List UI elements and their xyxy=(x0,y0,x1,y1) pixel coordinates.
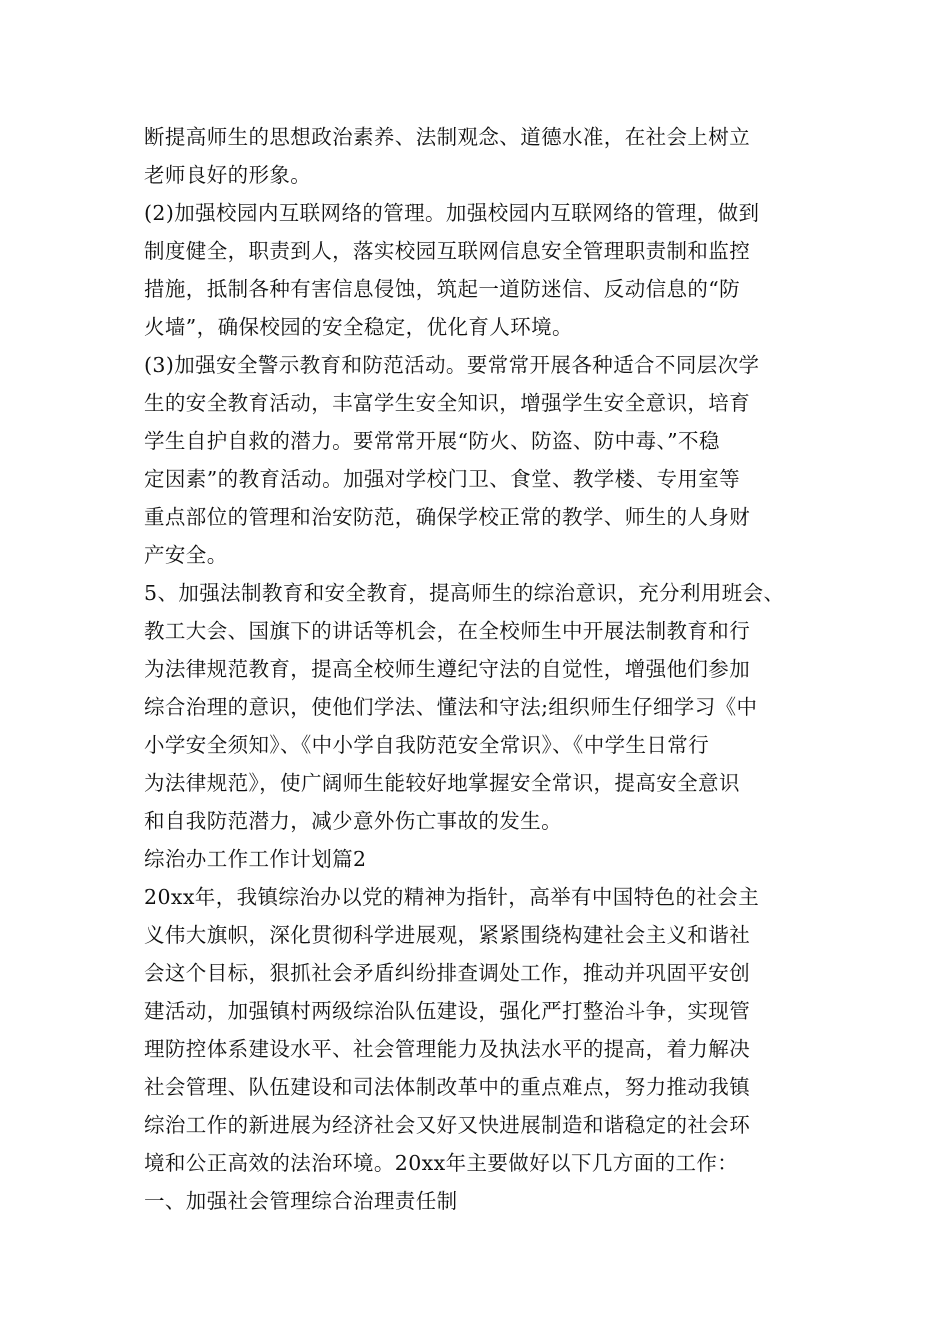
text-line: 断提高师生的思想政治素养、法制观念、道德水准，在社会上树立 xyxy=(144,125,751,149)
text-line: (3)加强安全警示教育和防范活动。要常常开展各种适合不同层次学 xyxy=(144,353,760,377)
text-line: 综治工作的新进展为经济社会又好又快进展制造和谐稳定的社会环 xyxy=(144,1113,751,1137)
text-line: 措施，抵制各种有害信息侵蚀，筑起一道防迷信、反动信息的“防 xyxy=(144,277,741,301)
text-line: 学生自护自救的潜力。要常常开展“防火、防盗、防中毒、”不稳 xyxy=(144,429,720,453)
text-line: 建活动，加强镇村两级综治队伍建设，强化严打整治斗争，实现管 xyxy=(144,999,751,1023)
text-line: 定因素”的教育活动。加强对学校门卫、食堂、教学楼、专用室等 xyxy=(144,467,741,491)
text-line: 生的安全教育活动，丰富学生安全知识，增强学生安全意识，培育 xyxy=(144,391,751,415)
text-line: 老师良好的形象。 xyxy=(144,163,312,187)
section-heading: 综治办工作工作计划篇2 xyxy=(144,847,367,871)
text-line: 为法律规范教育，提高全校师生遵纪守法的自觉性，增强他们参加 xyxy=(144,657,751,681)
text-line: 境和公正高效的法治环境。20xx年主要做好以下几方面的工作： xyxy=(144,1151,739,1175)
text-line: 产安全。 xyxy=(144,543,228,567)
subsection-heading: 一、加强社会管理综合治理责任制 xyxy=(144,1189,458,1213)
text-line: 制度健全，职责到人，落实校园互联网信息安全管理职责制和监控 xyxy=(144,239,751,263)
text-line: 理防控体系建设水平、社会管理能力及执法水平的提高，着力解决 xyxy=(144,1037,751,1061)
text-line: 小学安全须知》、《中小学自我防范安全常识》、《中学生日常行 xyxy=(144,733,710,757)
text-line: 5、加强法制教育和安全教育，提高师生的综治意识，充分利用班会、 xyxy=(144,581,785,605)
text-line: (2)加强校园内互联网络的管理。加强校园内互联网络的管理，做到 xyxy=(144,201,760,225)
text-line: 教工大会、国旗下的讲话等机会，在全校师生中开展法制教育和行 xyxy=(144,619,751,643)
text-line: 为法律规范》，使广阔师生能较好地掌握安全常识，提高安全意识 xyxy=(144,771,740,795)
text-line: 综合治理的意识，使他们学法、懂法和守法;组织师生仔细学习《中 xyxy=(144,695,758,719)
document-body xyxy=(144,118,820,1220)
text-line: 重点部位的管理和治安防范，确保学校正常的教学、师生的人身财 xyxy=(144,505,751,529)
text-line: 义伟大旗帜，深化贯彻科学进展观，紧紧围绕构建社会主义和谐社 xyxy=(144,923,751,947)
text-line: 20xx年，我镇综治办以党的精神为指针，高举有中国特色的社会主 xyxy=(144,885,760,909)
text-line: 和自我防范潜力，减少意外伤亡事故的发生。 xyxy=(144,809,562,833)
text-line: 会这个目标，狠抓社会矛盾纠纷排查调处工作，推动并巩固平安创 xyxy=(144,961,751,985)
text-line: 社会管理、队伍建设和司法体制改革中的重点难点，努力推动我镇 xyxy=(144,1075,751,1099)
text-line: 火墙”，确保校园的安全稳定，优化育人环境。 xyxy=(144,315,573,339)
